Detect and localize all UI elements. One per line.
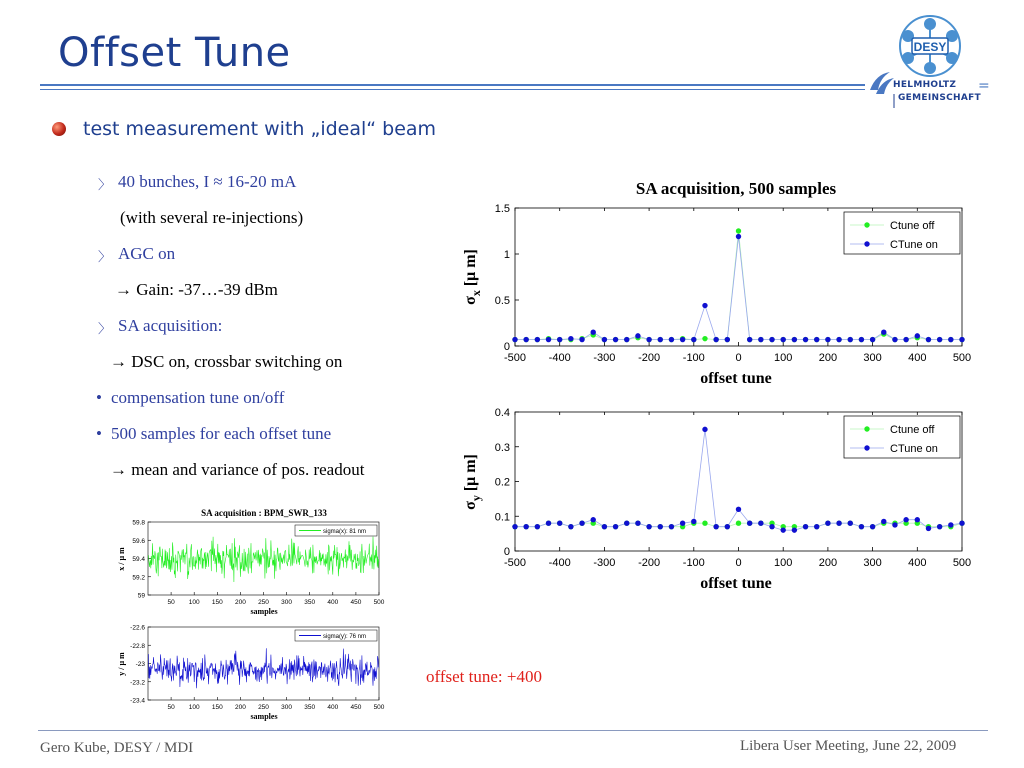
point-ctune-on [915,333,920,338]
text-line-agc: AGC on [118,244,176,263]
point-ctune-on [591,517,596,522]
point-ctune-on [713,524,718,529]
title-rule [40,84,865,86]
point-ctune-on [781,337,786,342]
x-tick-label: 500 [952,557,972,569]
point-ctune-on [680,521,685,526]
x-tick-label: 450 [350,704,362,711]
y-axis-label: x / μ m [117,547,126,571]
point-ctune-on [613,524,618,529]
legend [295,630,377,641]
point-ctune-on [635,333,640,338]
point-ctune-on [881,519,886,524]
point-ctune-on [747,337,752,342]
x-tick-label: 0 [735,557,742,569]
point-ctune-on [781,527,786,532]
point-ctune-on [635,521,640,526]
desy-atom-icon [900,16,960,76]
point-ctune-on [736,507,741,512]
x-axis-label: offset tune [700,575,772,592]
point-ctune-on [881,330,886,335]
point-ctune-on [557,521,562,526]
footer-rule [38,730,988,731]
y-tick-label: -22.6 [130,624,145,632]
point-ctune-on [948,337,953,342]
point-ctune-on [725,337,730,342]
x-samples-chart [112,505,394,617]
point-ctune-on [959,521,964,526]
point-ctune-on [903,517,908,522]
point-ctune-on [859,524,864,529]
legend-label: sigma(y): 76 nm [323,634,367,640]
point-ctune-on [535,524,540,529]
chart-title: SA acquisition, 500 samples [635,179,837,198]
x-tick-label: 300 [863,352,882,364]
point-ctune-on [937,337,942,342]
y-tick-label: 0.5 [494,295,510,307]
point-ctune-on [546,521,551,526]
x-tick-label: 50 [167,599,175,606]
x-tick-label: 100 [188,704,200,711]
y-tick-label: -23.2 [130,679,145,687]
point-ctune-on [926,337,931,342]
svg-text:DESY: DESY [913,40,947,54]
x-tick-label: -300 [593,352,616,364]
point-ctune-on [624,337,629,342]
text-line-mean: → mean and variance of pos. readout [110,460,365,479]
point-ctune-off [736,228,741,233]
point-ctune-on [959,337,964,342]
legend [844,416,960,458]
point-ctune-on [523,524,528,529]
x-tick-label: -300 [593,557,616,569]
helmholtz-wave-icon [870,72,894,94]
x-tick-label: 400 [327,599,339,606]
y-tick-label: 0 [503,546,510,558]
point-ctune-on [758,521,763,526]
bullet-dot: • [96,388,102,407]
point-ctune-on [557,337,562,342]
x-tick-label: -100 [682,352,705,364]
x-tick-label: 100 [188,599,200,606]
title-rule-thin [40,89,865,90]
point-ctune-on [579,521,584,526]
x-tick-label: 400 [327,704,339,711]
point-ctune-on [602,337,607,342]
point-ctune-on [568,336,573,341]
chevron-right-icon: 〉 [98,322,112,337]
x-tick-label: 0 [735,352,742,364]
x-tick-label: 250 [258,599,269,606]
x-tick-label: 350 [304,704,316,711]
sigma-y-chart [455,404,975,594]
point-ctune-on [591,330,596,335]
point-ctune-on [669,337,674,342]
offset-tune-note: offset tune: +400 [426,667,542,686]
x-tick-label: -500 [503,557,527,569]
point-ctune-on [825,337,830,342]
chevron-right-icon: 〉 [98,250,112,265]
bullet-dot: • [96,424,102,443]
point-ctune-on [814,337,819,342]
x-tick-label: 100 [774,352,793,364]
footer-event: Libera User Meeting, June 22, 2009 [740,738,957,754]
legend-label: Ctune off [890,424,935,436]
gemeinschaft-label: GEMEINSCHAFT [898,93,981,103]
point-ctune-on [792,337,797,342]
point-ctune-on [702,303,707,308]
point-ctune-on [691,337,696,342]
text-line-gain: → Gain: -37…-39 dBm [115,280,278,299]
x-tick-label: -500 [503,352,527,364]
y-tick-label: 1.5 [494,203,510,215]
point-ctune-on [792,527,797,532]
x-tick-label: 350 [304,599,316,606]
point-ctune-on [646,524,651,529]
legend-label: sigma(x): 81 nm [323,529,367,535]
point-ctune-on [736,234,741,239]
point-ctune-on [859,337,864,342]
point-ctune-on [948,522,953,527]
point-ctune-on [769,337,774,342]
legend-label: Ctune off [890,220,935,232]
y-tick-label: 0.1 [494,511,510,524]
point-ctune-on [836,337,841,342]
point-ctune-on [535,337,540,342]
point-ctune-on [691,519,696,524]
x-tick-label: 400 [908,557,927,569]
x-tick-label: 500 [952,352,972,364]
point-ctune-on [937,524,942,529]
point-ctune-on [658,524,663,529]
x-tick-label: -200 [638,557,661,569]
y-tick-label: 0 [503,341,510,353]
y-tick-label: 59.6 [132,537,145,545]
text-line-bunches: 40 bunches, I ≈ 16-20 mA [118,172,297,191]
x-tick-label: 400 [908,352,927,364]
y-tick-label: 59 [137,592,145,600]
x-tick-label: 100 [774,557,793,569]
point-ctune-on [512,337,517,342]
chevron-right-icon: 〉 [98,178,112,193]
x-tick-label: 200 [234,599,246,606]
x-tick-label: 500 [373,599,385,606]
x-tick-label: 300 [281,599,293,606]
x-tick-label: -200 [638,352,661,364]
y-samples-chart [112,622,394,726]
y-tick-label: 59.4 [132,556,145,563]
point-ctune-on [903,337,908,342]
legend-marker [864,426,869,431]
x-tick-label: 150 [211,704,223,711]
point-ctune-off [702,521,707,526]
legend-marker [864,241,869,246]
y-tick-label: 0.4 [494,407,510,419]
point-ctune-on [803,337,808,342]
helmholtz-label: HELMHOLTZ [893,80,957,90]
x-tick-label: 300 [863,557,882,569]
point-ctune-on [814,524,819,529]
y-tick-label: 1 [503,249,510,261]
legend-marker [864,222,869,227]
point-ctune-on [836,521,841,526]
y-axis-label: $\sigma_x[\mu$ m] [462,249,483,305]
x-tick-label: -400 [548,557,571,569]
point-ctune-on [915,517,920,522]
point-ctune-off [702,336,707,341]
x-tick-label: 150 [211,599,223,606]
y-tick-label: -23 [135,661,145,668]
point-ctune-on [892,522,897,527]
x-tick-label: 300 [281,704,293,711]
point-ctune-on [725,524,730,529]
x-tick-label: 250 [258,704,269,711]
point-ctune-on [870,337,875,342]
text-line-samples: 500 samples for each offset tune [111,424,332,443]
y-axis-label: y / μ m [117,652,126,676]
text-line-dsc: → DSC on, crossbar switching on [110,352,343,371]
point-ctune-on [747,521,752,526]
y-tick-label: -23.4 [130,697,145,705]
x-axis-label: samples [250,607,278,616]
point-ctune-off [736,521,741,526]
y-tick-label: 59.8 [132,519,145,527]
point-ctune-on [669,524,674,529]
legend [295,525,377,536]
point-ctune-on [848,337,853,342]
x-tick-label: 200 [818,557,838,569]
point-ctune-on [646,337,651,342]
point-ctune-on [512,524,517,529]
point-ctune-on [713,337,718,342]
headline: test measurement with „ideal“ beam [83,118,437,140]
point-ctune-on [523,337,528,342]
x-tick-label: 50 [167,704,175,711]
x-axis-label: samples [250,712,278,721]
point-ctune-on [546,337,551,342]
bullet-ball-icon [52,122,66,136]
text-line-sa: SA acquisition: [118,316,223,335]
y-tick-label: 59.2 [132,574,145,582]
point-ctune-on [926,526,931,531]
point-ctune-on [613,337,618,342]
legend [844,212,960,254]
x-tick-label: -400 [548,352,571,364]
legend-marker [864,445,869,450]
y-tick-label: 0.3 [494,441,510,454]
y-tick-label: 0.2 [494,476,510,489]
point-ctune-on [803,524,808,529]
x-tick-label: -100 [682,557,705,569]
chart-title: SA acquisition : BPM_SWR_133 [201,508,327,518]
x-tick-label: 200 [234,704,246,711]
point-ctune-on [892,337,897,342]
point-ctune-on [602,524,607,529]
footer-author: Gero Kube, DESY / MDI [40,740,194,756]
x-axis-label: offset tune [700,370,772,387]
point-ctune-on [870,524,875,529]
point-ctune-on [825,521,830,526]
text-line-compensation: compensation tune on/off [111,388,285,407]
sigma-x-chart [455,176,975,391]
text-line-reinjections: (with several re-injections) [120,208,304,227]
point-ctune-on [568,524,573,529]
point-ctune-on [624,521,629,526]
point-ctune-on [758,337,763,342]
point-ctune-on [769,524,774,529]
legend-label: CTune on [890,239,938,251]
logo-rule-mark: = [978,78,990,94]
x-tick-label: 450 [350,599,362,606]
legend-label: CTune on [890,443,938,455]
y-axis-label: $\sigma_y[\mu$ m] [462,454,483,510]
y-tick-label: -22.8 [130,642,145,650]
x-tick-label: 500 [373,704,385,711]
point-ctune-on [848,521,853,526]
point-ctune-on [702,427,707,432]
x-tick-label: 200 [818,352,838,364]
point-ctune-on [680,337,685,342]
slide-title: Offset Tune [58,30,291,76]
point-ctune-on [658,337,663,342]
point-ctune-on [579,337,584,342]
